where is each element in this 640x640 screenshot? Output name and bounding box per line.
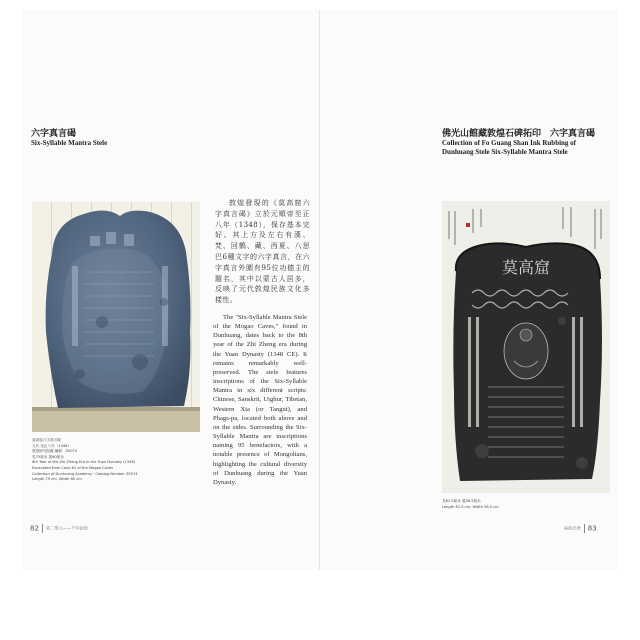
title-en-line: Collection of Fo Guang Shan Ink Rubbing of: [442, 139, 577, 147]
left-title-cn: 六字真言碣: [31, 129, 77, 139]
right-caption: [442, 499, 562, 510]
rubbing-heading-text: 莫高窟: [501, 258, 551, 277]
left-caption: [32, 438, 182, 483]
caption-line: 敦煌研究院藏 編號：Z0074: [32, 449, 78, 454]
right-title-cn: 佛光山館藏敦煌石碑拓印 六字真言碣: [442, 129, 596, 139]
running-head: 第二單元——千年敦煌: [45, 525, 88, 531]
right-folio: [564, 524, 597, 533]
title-en-line: Dunhuang Stele Six-Syllable Mantra Stele: [442, 147, 568, 156]
caption-line: Collection of Dunhuang Academy · Catalog Number Z0074: [32, 471, 138, 476]
gutter-line: [319, 10, 320, 570]
body-text-cn: 敦煌發現的《莫高窟六字真言碣》立於元順帝至正八年（1348），保存基本完好。其上方及左右有漢、梵、回鶻、藏、西夏、八思巴6種文字的六字真言，在六字真言外圍有95位功德主的題名，其中以蒙古人居多，反映了元代敦煌民族文化多樣性。: [215, 199, 310, 305]
right-title-en: [442, 139, 622, 156]
stele-photo: [32, 202, 200, 432]
caption-line: 莫高窟六字真言碣: [32, 438, 61, 442]
folio-divider: [42, 524, 43, 533]
caption-line: Excavated from Cave 61 of the Mogao Caves: [32, 465, 113, 470]
rubbing-photo: [442, 201, 610, 493]
caption-line: Length 75 cm, Width 60 cm: [32, 477, 82, 482]
rubbing-image: [442, 201, 610, 493]
running-head: 絲路光華: [564, 525, 581, 531]
caption-line: Length 81.5 cm, Width 58.5 cm: [442, 504, 499, 509]
caption-line: 長75厘米 寬60厘米: [32, 454, 64, 459]
folio-divider: [584, 524, 585, 533]
body-text-en: The "Six-Syllable Mantra Stele of the Mogao Caves," found in Dunhuang, dates back to the 8th year of the Zhi Zheng era during the Yuan Dynasty (1348 CE). It remains remarkably well-preserved. The stele features inscriptions of the Six-Syllable Mantra in six different scripts: Chinese, Sanskrit, Uighur, Tibetan, Western Xia (or Tangut), and Phags-pa, located both above and on the sides. Surrounding the Six-Syllable Mantra are inscriptions naming 95 benefactors, with a notable presence of Mongolians, highlighting the cultural diversity of Dunhuang during the Yuan Dynasty.: [213, 314, 307, 486]
page-number: 82: [30, 524, 39, 533]
caption-line: 長81.5厘米 寬58.5厘米: [442, 499, 481, 503]
caption-line: 6th Year of the Zhi Zheng Era in the Yuan Dynasty (1348): [32, 460, 136, 465]
stele-photo-image: [32, 202, 200, 432]
left-folio: [30, 524, 88, 533]
left-title-en: Six-Syllable Mantra Stele: [31, 139, 108, 147]
caption-line: 元代 至正八年（1348）: [32, 443, 72, 448]
page-number: 83: [587, 524, 597, 533]
